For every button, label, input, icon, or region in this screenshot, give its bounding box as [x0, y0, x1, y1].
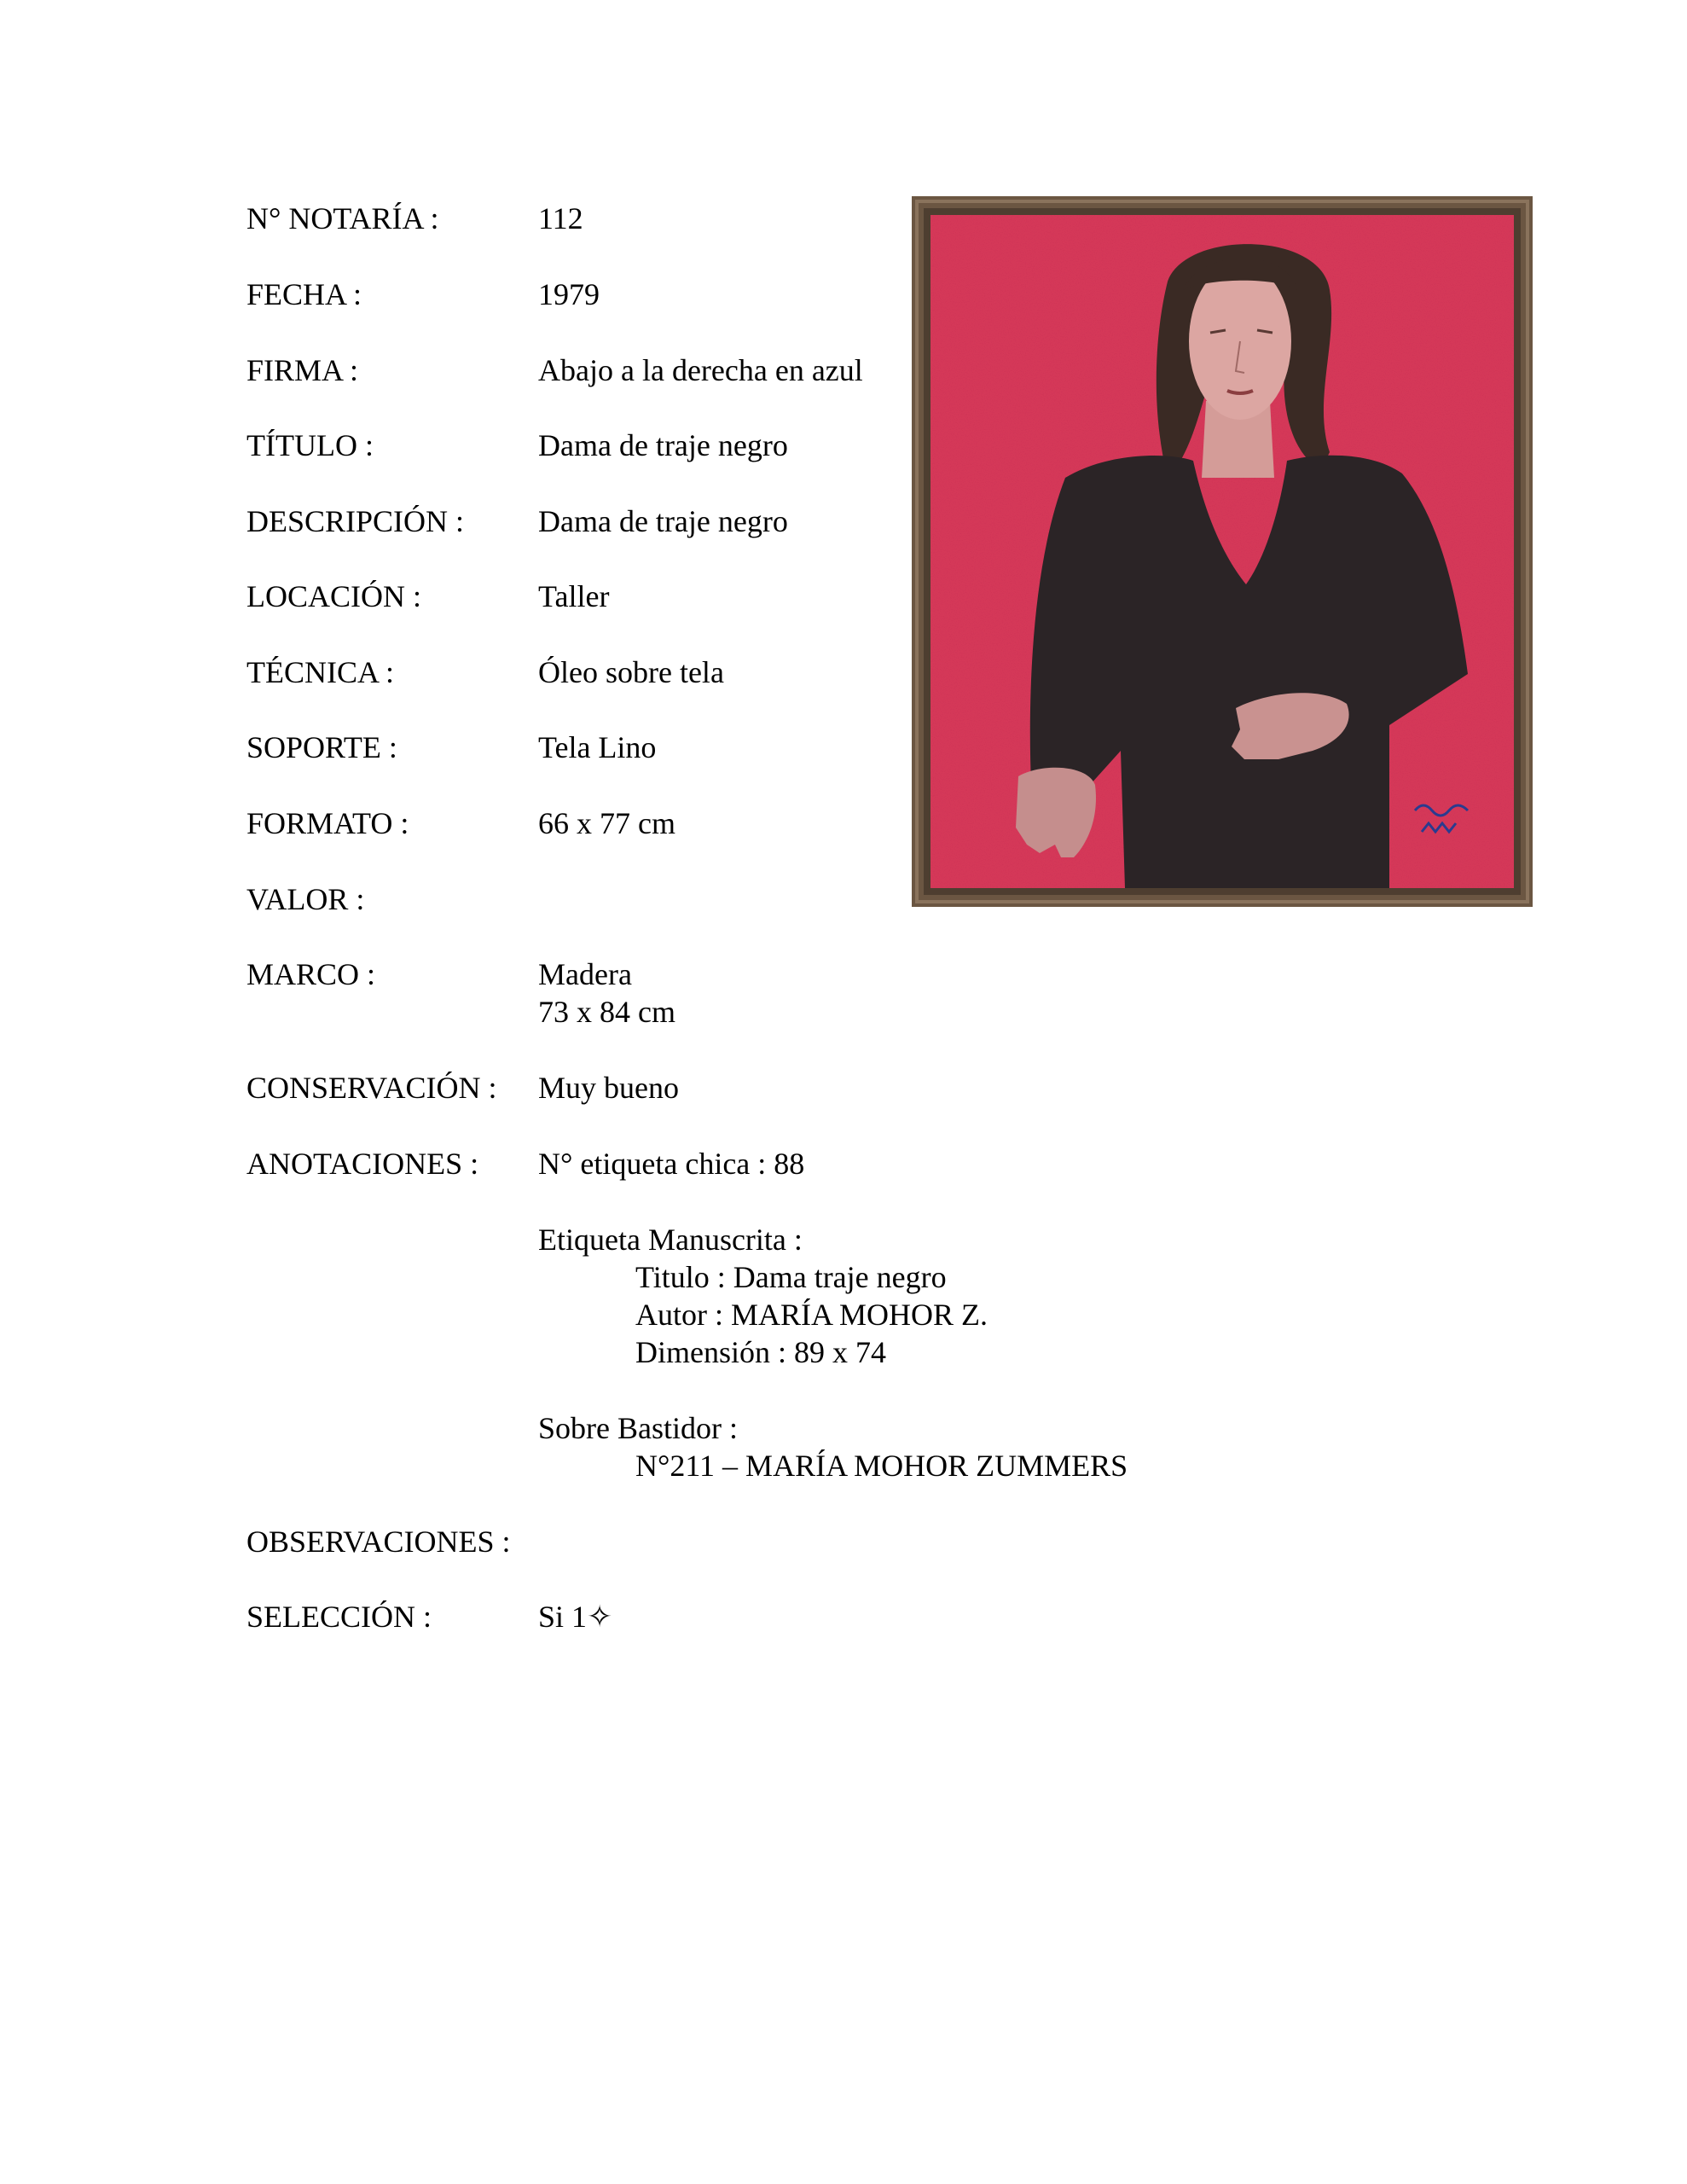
field-marco — [246, 956, 675, 1031]
field-value: 66 x 77 cm — [538, 806, 675, 840]
field-descripcion — [246, 502, 788, 540]
field-locacion — [246, 578, 609, 615]
etiqueta-manuscrita-line: Autor : MARÍA MOHOR Z. — [635, 1298, 988, 1332]
etiqueta-manuscrita-line: Dimensión : 89 x 74 — [635, 1335, 886, 1369]
etiqueta-manuscrita-line: Titulo : Dama traje negro — [635, 1260, 947, 1294]
field-label: SELECCIÓN : — [246, 1600, 432, 1634]
field-value-line: Madera — [538, 957, 632, 991]
right-hand — [1016, 768, 1096, 857]
field-label: FECHA : — [246, 277, 362, 311]
field-value: Tela Lino — [538, 730, 657, 764]
field-label: CONSERVACIÓN : — [246, 1071, 497, 1105]
field-label: TÍTULO : — [246, 428, 374, 462]
painting-image — [912, 196, 1533, 907]
field-value: Abajo a la derecha en azul — [538, 353, 863, 387]
etiqueta-chica: N° etiqueta chica : 88 — [538, 1147, 805, 1181]
field-value: Óleo sobre tela — [538, 655, 724, 689]
etiqueta-manuscrita-title: Etiqueta Manuscrita : — [538, 1223, 803, 1257]
field-value: 1979 — [538, 277, 600, 311]
field-label: DESCRIPCIÓN : — [246, 504, 465, 538]
field-formato — [246, 804, 675, 842]
field-tecnica — [246, 653, 724, 691]
bastidor-title: Sobre Bastidor : — [538, 1411, 738, 1445]
field-label: MARCO : — [246, 957, 376, 991]
field-notaria — [246, 200, 583, 237]
field-value: Taller — [538, 579, 610, 613]
field-label: VALOR : — [246, 882, 365, 916]
field-label: ANOTACIONES : — [246, 1147, 479, 1181]
field-value: Si 1✧ — [538, 1600, 613, 1634]
bastidor-line: N°211 – MARÍA MOHOR ZUMMERS — [635, 1449, 1128, 1483]
field-label: LOCACIÓN : — [246, 579, 421, 613]
field-soporte — [246, 729, 656, 766]
field-seleccion — [246, 1598, 612, 1635]
field-label: FORMATO : — [246, 806, 409, 840]
field-label: TÉCNICA : — [246, 655, 395, 689]
field-firma — [246, 351, 863, 389]
field-valor — [246, 880, 538, 918]
field-observaciones — [246, 1523, 538, 1560]
portrait-painting — [912, 196, 1533, 907]
field-value: Dama de traje negro — [538, 504, 788, 538]
field-titulo — [246, 427, 788, 464]
field-fecha — [246, 276, 600, 313]
field-label: N° NOTARÍA : — [246, 201, 439, 235]
field-value: Muy bueno — [538, 1071, 679, 1105]
field-value-line: 73 x 84 cm — [538, 995, 675, 1029]
field-conservacion — [246, 1069, 679, 1107]
field-value: Dama de traje negro — [538, 428, 788, 462]
field-label: OBSERVACIONES : — [246, 1525, 511, 1559]
field-label: FIRMA : — [246, 353, 359, 387]
field-label: SOPORTE : — [246, 730, 397, 764]
field-value: 112 — [538, 201, 583, 235]
field-anotaciones — [246, 1145, 1128, 1484]
